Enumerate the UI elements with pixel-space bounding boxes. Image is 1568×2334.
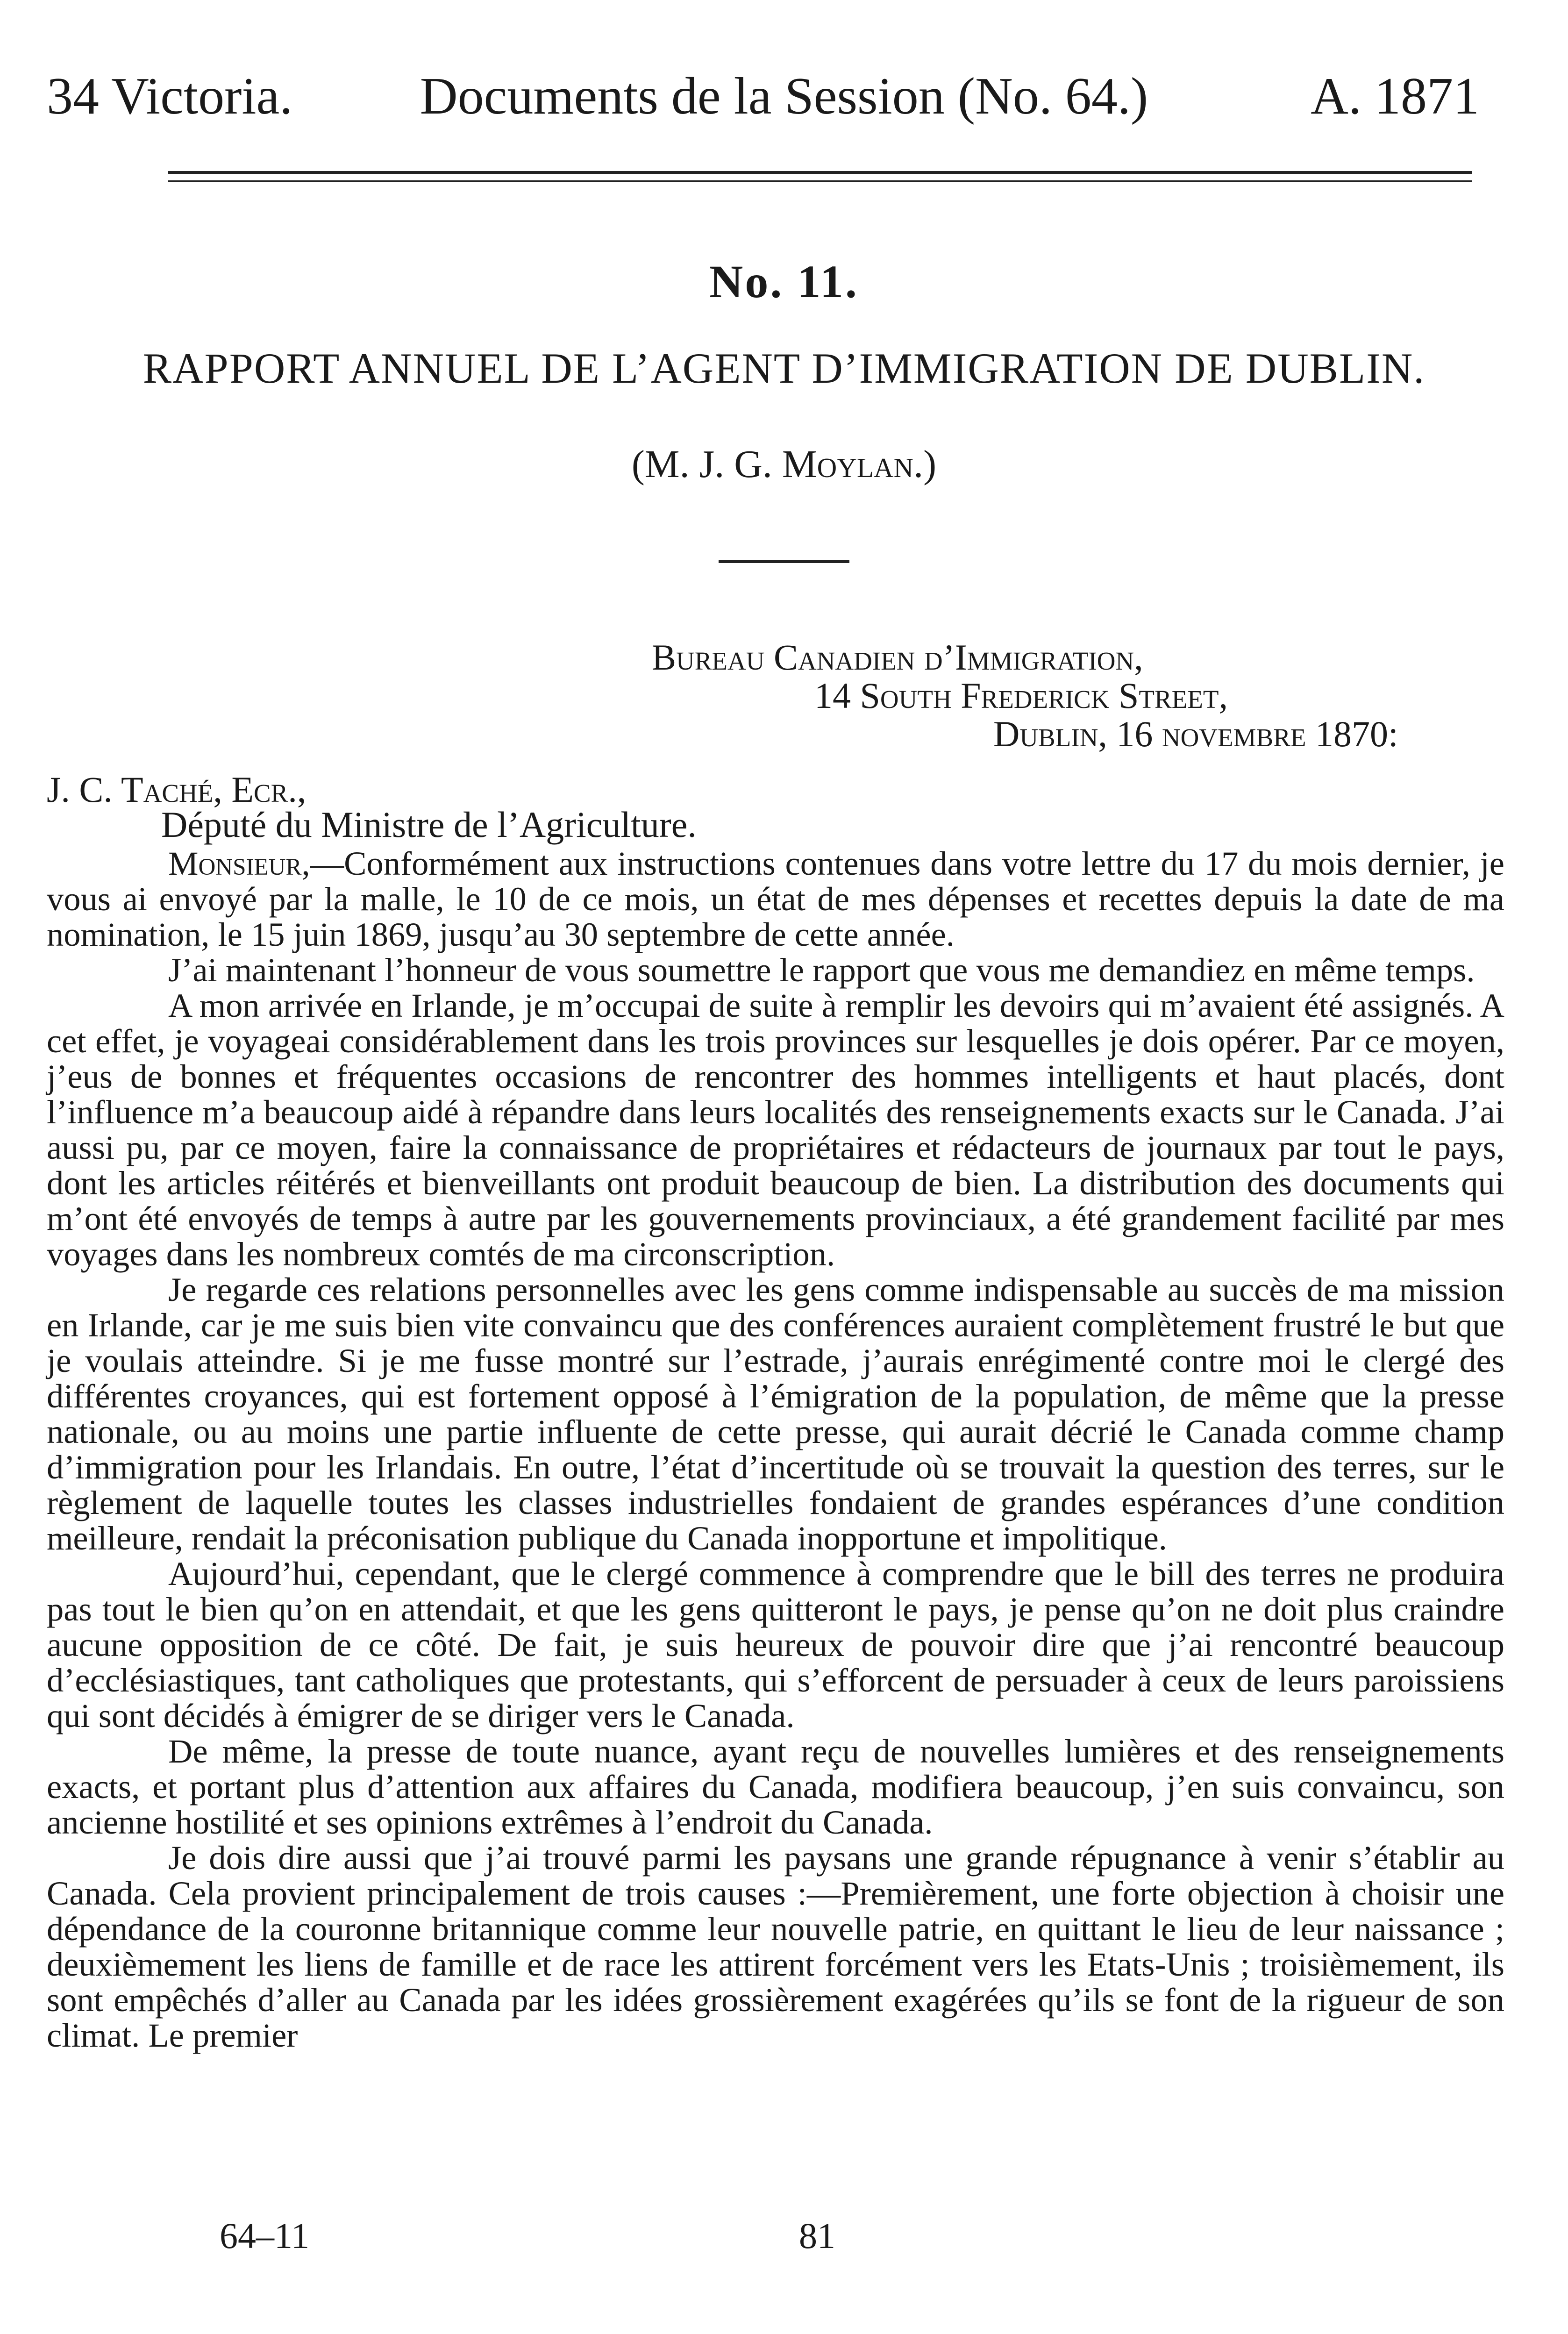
salutation: Monsieur, — [168, 844, 310, 882]
header-rule-top — [168, 171, 1472, 174]
letter-body — [47, 846, 1504, 2053]
body-paragraph-7: Je dois dire aussi que j’ai trouvé parmi les paysans une grande répugnance à venir s’établir au Canada. Cela provient principalement de trois causes :—Premièrement, une forte objection à choisir une dépendance de la couronne britannique comme leur nouvelle patrie, en quittant le lieu de leur naissance ; deuxièmement les liens de famille et de race les attirent forcément vers les Etats-Unis ; troisièmement, ils sont empêchés d’aller au Canada par les idées grossièrement exagérées qu’ils se font de la rigueur de son climat. Le premier — [47, 1839, 1504, 2054]
body-paragraph-2: J’ai maintenant l’honneur de vous soumettre le rapport que vous me demandiez en même temps. — [168, 951, 1475, 989]
address-line-2: 14 South Frederick Street, — [814, 675, 1228, 716]
running-head-right: A. 1871 — [1311, 67, 1479, 125]
address-line-3: Dublin, 16 novembre 1870: — [993, 714, 1398, 754]
recipient-title: Député du Ministre de l’Agriculture. — [161, 804, 697, 845]
paragraph-text: —Conformément aux instructions contenues dans votre lettre du 17 du mois dernier, je vous ai envoyé par la malle, le 10 de ce mois, un état de mes dépenses et recettes depuis la date de ma nomination, le 15 juin 1869, jusqu’au 30 septembre de cette année. — [47, 844, 1504, 953]
document-author: (M. J. G. Moylan.) — [631, 443, 937, 486]
recipient-name: J. C. Taché, Ecr., — [47, 769, 306, 810]
address-line-1: Bureau Canadien d’Immigration, — [652, 637, 1143, 678]
document-number: No. 11. — [709, 256, 859, 307]
page-number: 81 — [799, 2215, 835, 2256]
running-head-left: 34 Victoria. — [47, 67, 293, 125]
body-paragraph-4: Je regarde ces relations personnelles avec les gens comme indispensable au succès de ma mission en Irlande, car je me suis bien vite convaincu que des conférences auraient complètement frustré le but que je voulais atteindre. Si je me fusse montré sur l’estrade, j’aurais enrégimenté contre moi le clergé des différentes croyances, qui est fortement opposé à l’émigration de la population, de même que la presse nationale, ou au moins une partie influente de cette presse, qui aurait décrié le Canada comme champ d’immigration pour les Irlandais. En outre, l’état d’incertitude où se trouvait la question des terres, sur le règlement de laquelle toutes les classes industrielles fondaient de grandes espérances d’une condition meilleure, rendait la préconisation publique du Canada inopportune et impolitique. — [47, 1270, 1504, 1557]
running-head-center: Documents de la Session (No. 64.) — [420, 67, 1148, 125]
document-title: RAPPORT ANNUEL DE L’AGENT D’IMMIGRATION DE DUBLIN. — [143, 344, 1425, 392]
body-paragraph-3: A mon arrivée en Irlande, je m’occupai de suite à remplir les devoirs qui m’avaient été assignés. A cet effet, je voyageai considérablement dans les trois provinces sur lesquelles je dois opérer. Par ce moyen, j’eus de bonnes et fréquentes occasions de rencontrer des hommes intelligents et haut placés, dont l’influence m’a beaucoup aidé à répandre dans leurs localités des renseignements exacts sur le Canada. J’ai aussi pu, par ce moyen, faire la connaissance de propriétaires et rédacteurs de journaux par tout le pays, dont les articles réitérés et bienveillants ont produit beaucoup de bien. La distribution des documents qui m’ont été envoyés de temps à autre par les gouvernements provinciaux, a été grandement facilité par mes voyages dans les nombreux comtés de ma circonscription. — [47, 986, 1504, 1273]
body-paragraph-1 — [47, 846, 1504, 952]
body-paragraph-6: De même, la presse de toute nuance, ayant reçu de nouvelles lumières et des renseignements exacts, et portant plus d’attention aux affaires du Canada, modifiera beaucoup, j’en suis convaincu, son ancienne hostilité et ses opinions extrêmes à l’endroit du Canada. — [47, 1732, 1504, 1841]
header-rule-bottom — [168, 180, 1472, 182]
footer-document-code: 64–11 — [220, 2215, 310, 2256]
body-paragraph-5: Aujourd’hui, cependant, que le clergé commence à comprendre que le bill des terres ne produira pas tout le bien qu’on en attendait, et que les gens quitteront le pays, je pense qu’on ne doit plus craindre aucune opposition de ce côté. De fait, je suis heureux de pouvoir dire que j’ai rencontré beaucoup d’ecclésiastiques, tant catholiques que protestants, qui s’efforcent de persuader à ceux de leurs paroissiens qui sont décidés à émigrer de se diriger vers le Canada. — [47, 1555, 1504, 1734]
section-divider — [719, 560, 849, 563]
